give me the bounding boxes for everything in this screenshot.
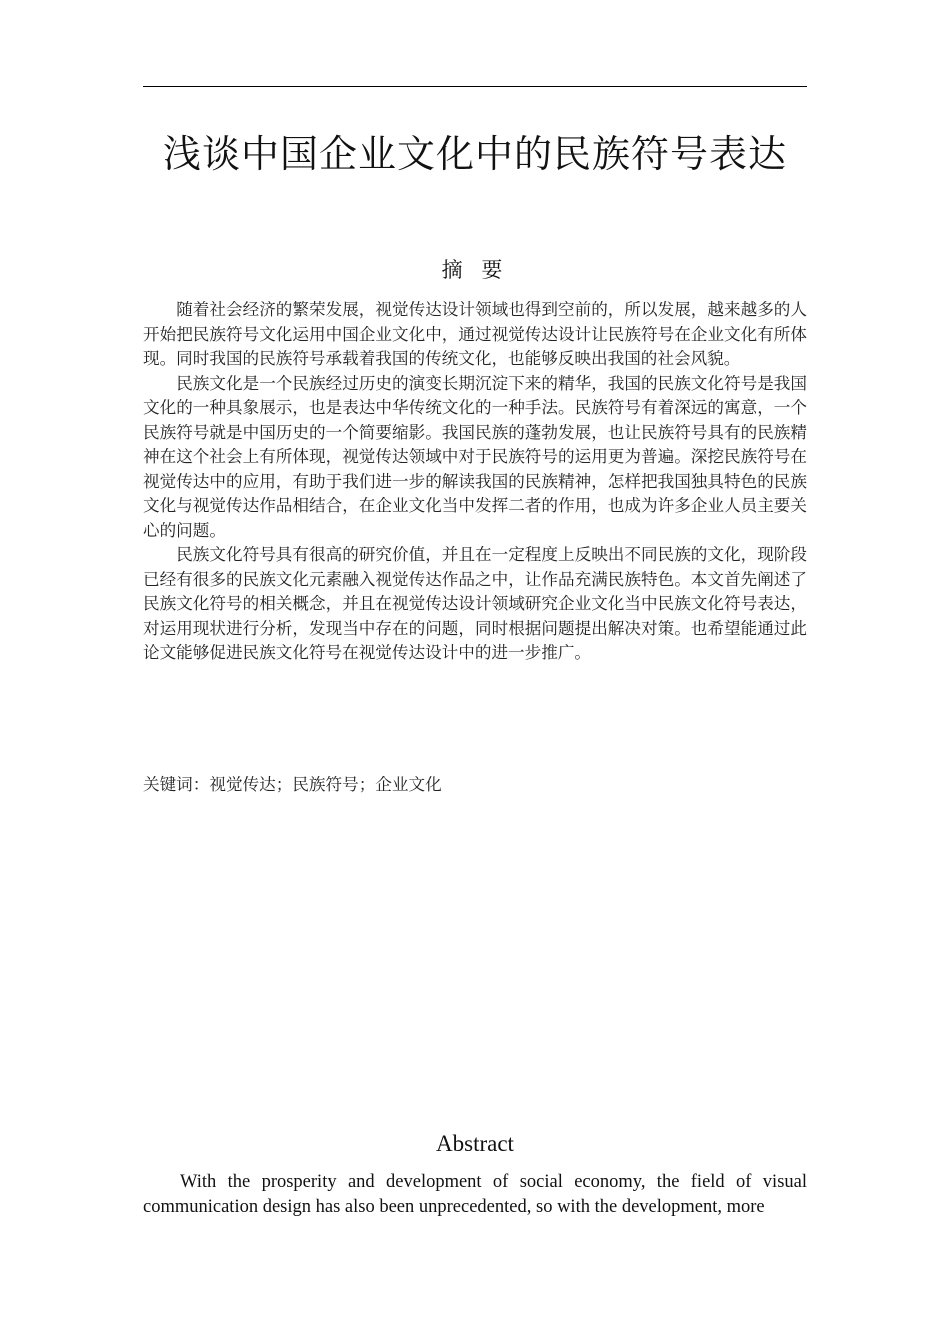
header-rule (143, 86, 807, 87)
keywords-line: 关键词：视觉传达；民族符号；企业文化 (143, 775, 442, 794)
english-abstract-body (143, 1170, 807, 1220)
chinese-abstract-heading: 摘 要 (441, 258, 509, 282)
english-abstract-heading: Abstract (436, 1131, 514, 1156)
chinese-abstract-paragraph: 随着社会经济的繁荣发展，视觉传达设计领域也得到空前的，所以发展，越来越多的人开始把民族符号文化运用中国企业文化中，通过视觉传达设计让民族符号在企业文化有所体现。同时我国的民族符号承载着我国的传统文化，也能够反映出我国的社会风貌。 (143, 300, 807, 368)
page-title: 浅谈中国企业文化中的民族符号表达 (162, 132, 787, 176)
english-abstract-paragraph: With the prosperity and development of social economy, the field of visual communication design has also been unprecedented, so with the development, more (143, 1172, 807, 1217)
chinese-abstract-paragraph: 民族文化符号具有很高的研究价值，并且在一定程度上反映出不同民族的文化，现阶段已经有很多的民族文化元素融入视觉传达作品之中，让作品充满民族特色。本文首先阐述了民族文化符号的相关概念，并且在视觉传达设计领域研究企业文化当中民族文化符号表达，对运用现状进行分析，发现当中存在的问题，同时根据问题提出解决对策。也希望能通过此论文能够促进民族文化符号在视觉传达设计中的进一步推广。 (143, 545, 807, 662)
chinese-abstract-body (143, 298, 807, 666)
chinese-abstract-paragraph: 民族文化是一个民族经过历史的演变长期沉淀下来的精华，我国的民族文化符号是我国文化的一种具象展示，也是表达中华传统文化的一种手法。民族符号有着深远的寓意，一个民族符号就是中国历史的一个简要缩影。我国民族的蓬勃发展，也让民族符号具有的民族精神在这个社会上有所体现，视觉传达领域中对于民族符号的运用更为普遍。深挖民族符号在视觉传达中的应用，有助于我们进一步的解读我国的民族精神，怎样把我国独具特色的民族文化与视觉传达作品相结合，在企业文化当中发挥二者的作用，也成为许多企业人员主要关心的问题。 (143, 373, 807, 540)
